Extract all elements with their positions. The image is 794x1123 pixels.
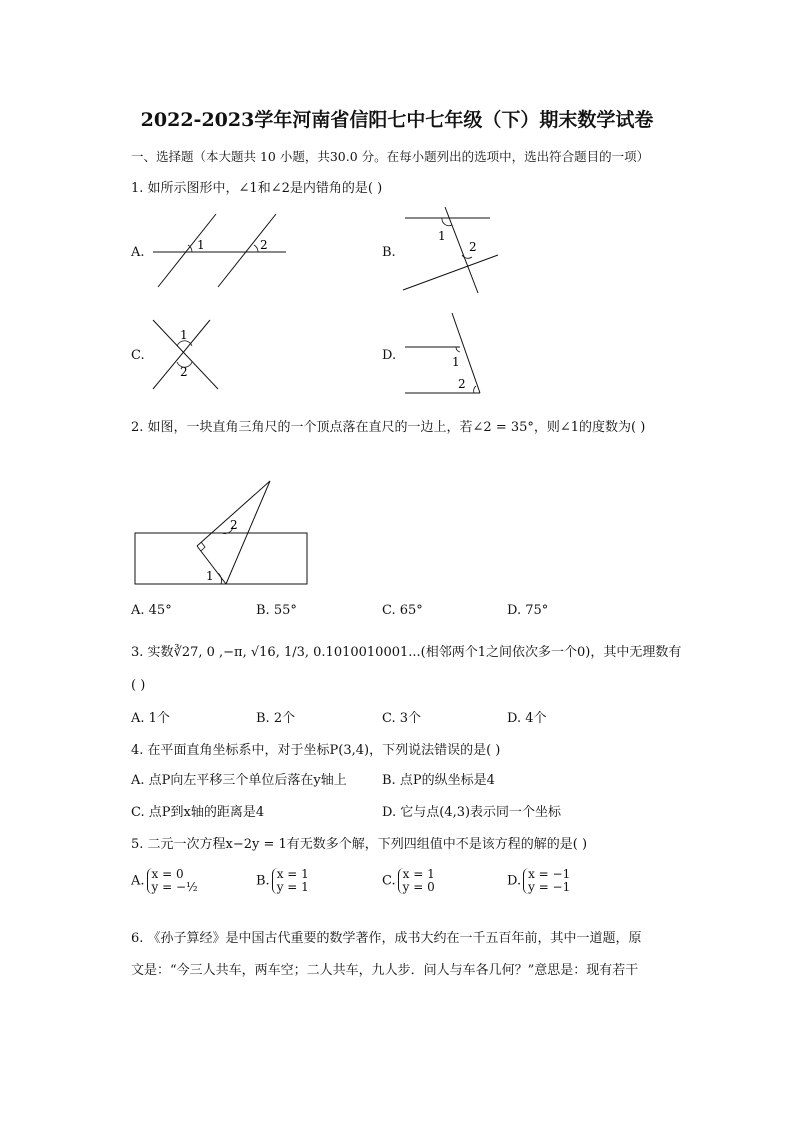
q1d-angle-2-label: 2 [458,377,466,391]
q1-figure-d [400,310,485,398]
question-5-stem: 5. 二元一次方程x−2y = 1有无数多个解，下列四组值中不是该方程的解的是( ) [131,837,588,852]
q1-option-b-label: B. [382,245,396,260]
question-4-stem: 4. 在平面直角坐标系中，对于坐标P(3,4)，下列说法错误的是( ) [131,743,501,758]
question-2-stem: 2. 如图，一块直角三角尺的一个顶点落在直尺的一边上，若∠2 = 35°，则∠1的度数为( ) [131,420,646,435]
q1b-angle-1-label: 1 [438,229,446,243]
q5-option-d: D. x = −1 y = −1 [507,867,571,894]
q1-option-c-label: C. [131,348,145,363]
q4-option-d: D. 它与点(4,3)表示同一个坐标 [382,805,562,820]
page-title: 2022-2023学年河南省信阳七中七年级（下）期末数学试卷 [140,109,654,131]
q4-option-a: A. 点P向左平移三个单位后落在y轴上 [131,773,347,788]
q1c-angle-2-label: 2 [180,365,188,379]
q3-option-b: B. 2个 [256,711,296,726]
q2-angle-1-label: 1 [206,569,214,583]
q2-figure-ruler-triangle [130,476,315,588]
q2-option-d: D. 75° [507,603,549,618]
q2-option-a: A. 45° [131,603,172,618]
q4-option-b: B. 点P的纵坐标是4 [382,773,495,788]
q5-option-a: A. x = 0 y = −½ [131,867,198,894]
question-3-stem: 3. 实数∛27, 0 ,−π, √16, 1/3, 0.1010010001...(相邻两个1之间依次多一个0)，其中无理数有 [131,645,682,660]
q1-figure-b [400,205,500,297]
q3-option-d: D. 4个 [507,711,547,726]
section-heading: 一、选择题（本大题共 10 小题，共30.0 分。在每小题列出的选项中，选出符合题目的一项） [131,149,650,164]
q1-option-d-label: D. [382,348,397,363]
question-1-stem: 1. 如所示图形中，∠1和∠2是内错角的是( ) [131,181,383,196]
question-3-stem-cont: ( ) [131,678,146,693]
q1a-angle-1-label: 1 [197,238,205,252]
q5-option-b: B. x = 1 y = 1 [256,867,309,894]
q3-option-a: A. 1个 [131,711,170,726]
q5-option-c: C. x = 1 y = 0 [382,867,435,894]
q2-option-b: B. 55° [256,603,297,618]
q2-angle-2-label: 2 [230,518,238,532]
q2-option-c: C. 65° [382,603,423,618]
question-6-line-1: 6. 《孙子算经》是中国古代重要的数学著作，成书大约在一千五百年前，其中一道题，原 [131,931,642,946]
q1c-angle-1-label: 1 [180,328,188,342]
q4-option-c: C. 点P到x轴的距离是4 [131,805,265,820]
q1-figure-a [148,212,293,292]
q1b-angle-2-label: 2 [469,240,477,254]
q1-figure-c [148,315,228,395]
q1d-angle-1-label: 1 [452,355,460,369]
q3-option-c: C. 3个 [382,711,422,726]
q1-option-a-label: A. [131,245,145,260]
question-6-line-2: 文是：“今三人共车，两车空；二人共车，九人步．问人与车各几何？”意思是：现有若干 [131,963,639,978]
q1a-angle-2-label: 2 [260,238,268,252]
